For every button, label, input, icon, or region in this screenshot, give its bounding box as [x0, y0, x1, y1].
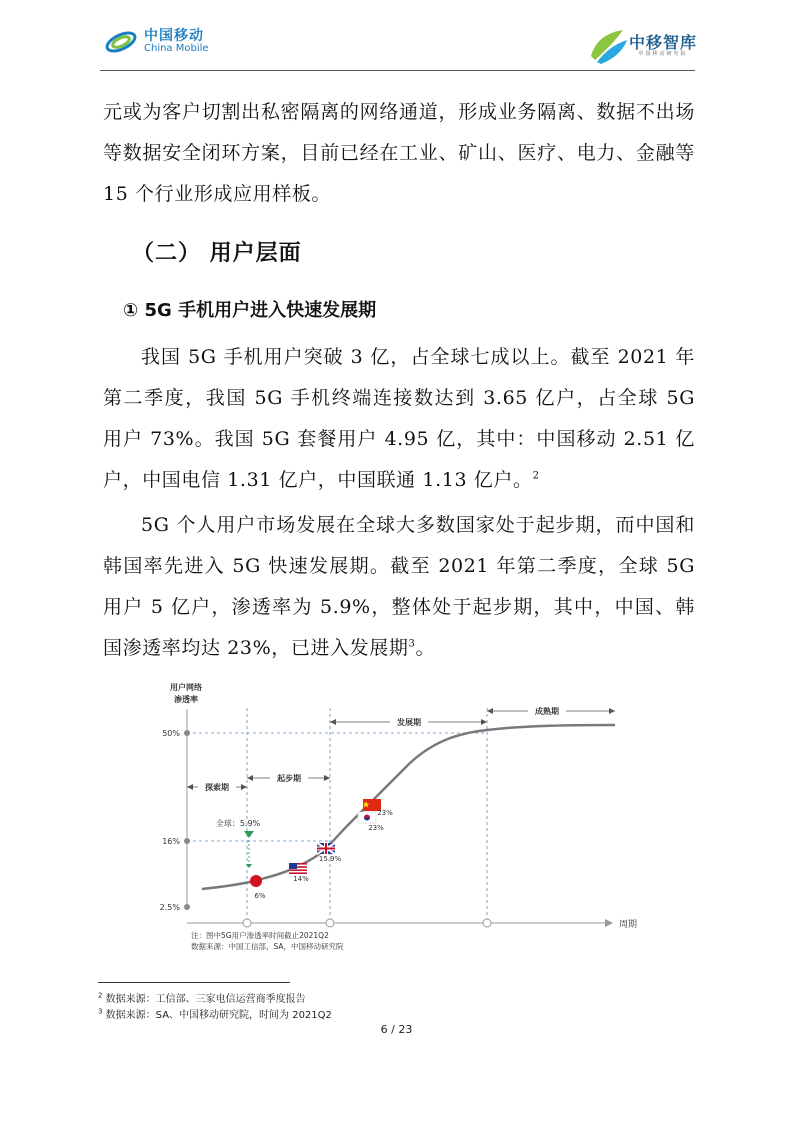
x-marker-1	[243, 919, 251, 927]
point-label-japan: 6%	[254, 892, 266, 900]
y-ticks	[160, 729, 190, 912]
header-divider	[100, 70, 695, 71]
x-axis-label: 周期	[618, 920, 638, 930]
footnote-2-num: 2	[98, 991, 103, 1000]
logo-right-cn: 中移智库	[628, 33, 697, 53]
phase-label-maturity: 成熟期	[535, 707, 559, 716]
phase-label-startup: 起步期	[277, 774, 301, 783]
phase-development	[330, 715, 487, 728]
footnote-3-num: 3	[98, 1007, 103, 1016]
point-label-korea: 23%	[368, 824, 384, 832]
y-axis-label-line1: 用户网络	[170, 683, 202, 692]
paragraph-users-text: 我国 5G 手机用户突破 3 亿，占全球七成以上。截至 2021 年第二季度，我国 5G 手机终端连接数达到 3.65 亿户，占全球 5G 用户 73%。我国 5G 套餐用户 4.95 亿，其中：中国移动 2.51 亿户，中国电信 1.31 亿户，中国联通 1.13 亿户。	[103, 346, 695, 491]
point-label-usa: 14%	[293, 875, 309, 883]
global-label: 全球：5.9%	[215, 819, 261, 828]
japan-flag-icon	[250, 875, 262, 887]
section-title: （二） 用户层面	[132, 241, 302, 266]
x-axis-arrow	[605, 919, 613, 927]
subsection-title: ① 5G 手机用户进入快速发展期	[123, 300, 377, 321]
phase-maturity	[487, 704, 615, 717]
x-marker-2	[326, 919, 334, 927]
zhiku-leaf-icon	[587, 26, 629, 66]
adoption-curve	[202, 725, 615, 889]
zhongyi-zhiku-logo	[587, 26, 697, 66]
china-mobile-swirl-icon	[104, 28, 138, 56]
footnote-ref-3[interactable]: 3	[408, 638, 416, 650]
paragraph-global-end: 。	[415, 637, 436, 659]
phase-brackets	[187, 704, 615, 793]
y-axis-label-line2: 渗透率	[174, 695, 198, 704]
footnote-3	[98, 1006, 332, 1021]
point-usa	[289, 863, 309, 883]
paragraph-intro: 元或为客户切割出私密隔离的网络通道，形成业务隔离、数据不出场等数据安全闭环方案，目前已经在工业、矿山、医疗、电力、金融等 15 个行业形成应用样板。	[103, 101, 695, 205]
page-number: 6 / 23	[380, 1023, 413, 1036]
global-marker	[216, 818, 261, 868]
phase-exploration	[187, 780, 247, 793]
phase-label-exploration: 探索期	[205, 783, 229, 792]
y-axis-label	[170, 682, 202, 704]
footnote-2-text: 数据来源：工信部、三家电信运营商季度报告	[105, 994, 306, 1005]
usa-flag-icon	[289, 863, 307, 874]
global-triangle-icon	[244, 831, 254, 838]
logo-left-en: China Mobile	[144, 43, 209, 55]
korea-flag-icon	[358, 812, 376, 823]
logo-left-cn: 中国移动	[144, 28, 204, 45]
y-tick-16: 16%	[162, 837, 180, 846]
phase-label-development: 发展期	[397, 718, 421, 727]
phase-startup	[247, 771, 330, 784]
penetration-chart	[160, 678, 640, 960]
footnote-3-text: 数据来源：SA、中国移动研究院，时间为 2021Q2	[105, 1010, 332, 1021]
chart-source: 数据来源：中国工信部，SA，中国移动研究院	[191, 942, 344, 951]
point-label-china: 23%	[377, 809, 393, 817]
y-tick-2-5: 2.5%	[160, 903, 180, 912]
x-marker-3	[483, 919, 491, 927]
paragraph-users	[103, 337, 695, 501]
paragraph-global-text: 5G 个人用户市场发展在全球大多数国家处于起步期，而中国和韩国率先进入 5G 快速发展期。截至 2021 年第二季度，全球 5G 用户 5 亿户，渗透率为 5.9%，整体处于起步期，其中，中国、韩国渗透率均达 23%，已进入发展期	[103, 514, 695, 659]
logo-right-sub: 中国移动研究院	[638, 51, 688, 58]
china-mobile-logo	[104, 28, 209, 56]
paragraph-global	[103, 505, 695, 669]
point-label-uk: 15.9%	[318, 855, 342, 863]
point-uk	[317, 843, 341, 863]
footnote-ref-2[interactable]: 2	[532, 470, 540, 482]
uk-flag-icon	[317, 843, 335, 854]
y-tick-2-5-dot	[184, 904, 190, 910]
footnote-2	[98, 990, 306, 1005]
footnote-divider	[98, 982, 290, 983]
y-tick-50: 50%	[162, 729, 180, 738]
chart-note: 注：图中5G用户渗透率时间截止2021Q2	[191, 931, 329, 940]
